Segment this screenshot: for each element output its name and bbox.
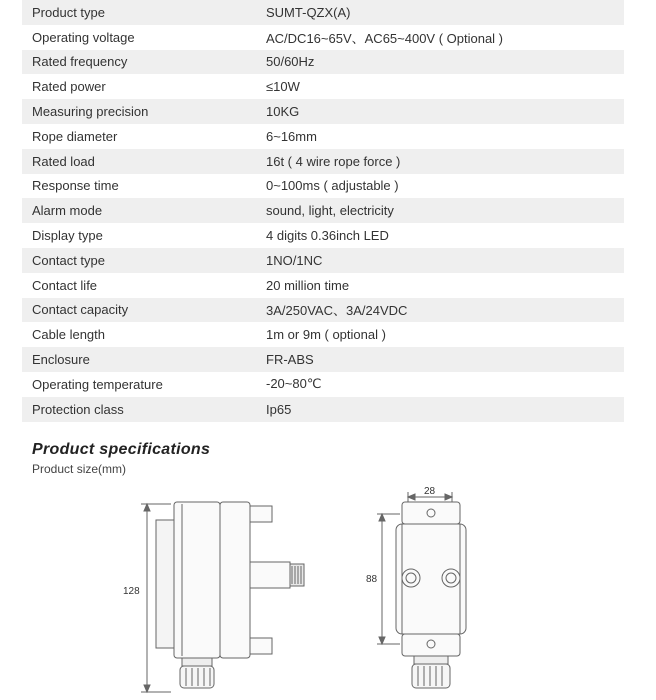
spec-row (22, 50, 624, 75)
spec-key: Alarm mode (32, 203, 103, 219)
spec-key: Contact type (32, 252, 105, 268)
spec-value: 1m or 9m ( optional ) (266, 327, 386, 343)
spec-value: 16t ( 4 wire rope force ) (266, 153, 401, 169)
spec-key: Rated load (32, 153, 95, 169)
spec-value: AC/DC16~65V、AC65~400V ( Optional ) (266, 30, 504, 46)
spec-row (22, 0, 624, 25)
spec-row (22, 124, 624, 149)
spec-key: Enclosure (32, 352, 90, 368)
spec-value: -20~80℃ (266, 376, 322, 392)
spec-key: Rated frequency (32, 54, 128, 70)
spec-value: 3A/250VAC、3A/24VDC (266, 303, 408, 319)
spec-row (22, 25, 624, 50)
spec-value: 10KG (266, 104, 300, 120)
spec-key: Operating temperature (32, 376, 163, 392)
spec-row (22, 248, 624, 273)
spec-row (22, 298, 624, 323)
spec-key: Rope diameter (32, 128, 118, 144)
spec-row (22, 99, 624, 124)
spec-row (22, 149, 624, 174)
front-height-label: 88 (366, 574, 378, 585)
spec-value: 0~100ms ( adjustable ) (266, 178, 399, 194)
spec-value: Ip65 (266, 401, 292, 417)
spec-value: 20 million time (266, 277, 350, 293)
spec-key: Product type (32, 4, 105, 20)
spec-key: Operating voltage (32, 29, 135, 45)
spec-value: 6~16mm (266, 128, 317, 144)
spec-row (22, 397, 624, 422)
spec-row (22, 322, 624, 347)
front-width-label: 28 (424, 486, 436, 497)
spec-value: 50/60Hz (266, 54, 315, 70)
spec-row (22, 198, 624, 223)
spec-row (22, 372, 624, 397)
spec-key: Protection class (32, 401, 124, 417)
spec-key: Cable length (32, 327, 105, 343)
spec-table (22, 0, 624, 422)
spec-value: 1NO/1NC (266, 252, 323, 268)
product-dimension-drawing (0, 480, 656, 700)
spec-row (22, 74, 624, 99)
spec-row (22, 347, 624, 372)
spec-key: Contact capacity (32, 302, 129, 318)
spec-key: Rated power (32, 79, 106, 95)
spec-value: FR-ABS (266, 352, 314, 368)
spec-row (22, 223, 624, 248)
side-height-label: 128 (123, 586, 140, 597)
spec-key: Contact life (32, 277, 98, 293)
spec-value: ≤10W (266, 79, 300, 95)
side-view (141, 502, 304, 692)
spec-value: sound, light, electricity (266, 203, 394, 219)
front-view (377, 492, 466, 688)
spec-value: 4 digits 0.36inch LED (266, 228, 389, 244)
spec-key: Measuring precision (32, 104, 149, 120)
section-subtitle: Product size(mm) (32, 462, 127, 476)
spec-value: SUMT-QZX(A) (266, 4, 351, 20)
spec-key: Display type (32, 228, 103, 244)
spec-row (22, 174, 624, 199)
spec-key: Response time (32, 178, 119, 194)
section-title: Product specifications (32, 441, 211, 458)
spec-row (22, 273, 624, 298)
